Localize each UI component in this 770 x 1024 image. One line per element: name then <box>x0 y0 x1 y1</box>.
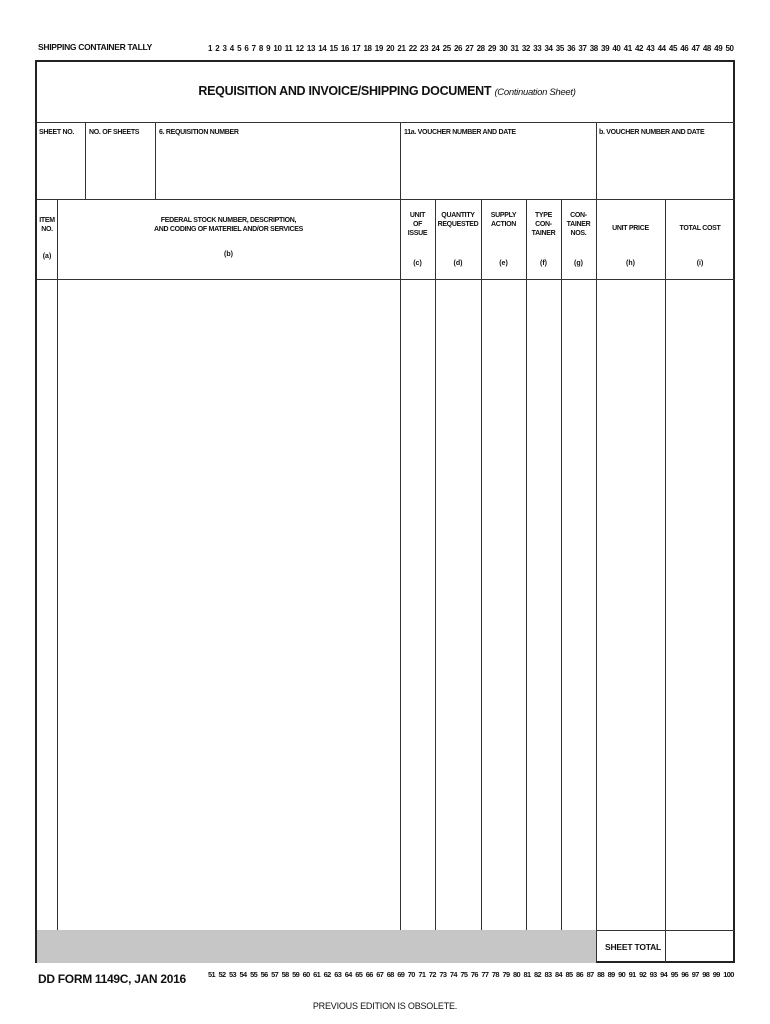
tally-number-38[interactable]: 38 <box>589 44 598 53</box>
tally-numbers-top <box>208 44 734 53</box>
tally-number-69[interactable]: 69 <box>397 970 405 979</box>
total-row-shading <box>37 930 596 963</box>
tally-number-89[interactable]: 89 <box>607 970 615 979</box>
tally-number-48[interactable]: 48 <box>702 44 711 53</box>
tally-number-16[interactable]: 16 <box>340 44 349 53</box>
col-supply-action <box>481 211 526 229</box>
tally-number-12[interactable]: 12 <box>295 44 304 53</box>
tally-number-91[interactable]: 91 <box>628 970 636 979</box>
tally-number-71[interactable]: 71 <box>418 970 426 979</box>
sheet-total-label: SHEET TOTAL <box>605 942 662 952</box>
col-item-no <box>37 216 57 234</box>
tally-number-57[interactable]: 57 <box>271 970 279 979</box>
tally-number-77[interactable]: 77 <box>481 970 489 979</box>
tally-number-90[interactable]: 90 <box>618 970 626 979</box>
col-total-cost <box>665 224 735 233</box>
col-type-container <box>526 211 561 238</box>
tally-number-68[interactable]: 68 <box>386 970 394 979</box>
tally-number-22[interactable]: 22 <box>408 44 417 53</box>
col-f-line-1: TYPE <box>534 212 553 219</box>
tally-number-94[interactable]: 94 <box>660 970 668 979</box>
edition-note: PREVIOUS EDITION IS OBSOLETE. <box>312 1001 458 1011</box>
col-d-line-1: QUANTITY <box>441 212 475 219</box>
form-subtitle: (Continuation Sheet) <box>494 87 576 98</box>
tally-number-60[interactable]: 60 <box>302 970 310 979</box>
title-divider <box>37 122 735 123</box>
tally-number-65[interactable]: 65 <box>355 970 363 979</box>
col-b-code: (b) <box>224 251 233 258</box>
tally-number-79[interactable]: 79 <box>502 970 510 979</box>
line-items-area[interactable] <box>37 280 735 930</box>
tally-number-27[interactable]: 27 <box>465 44 474 53</box>
tally-number-31[interactable]: 31 <box>510 44 519 53</box>
tally-number-23[interactable]: 23 <box>420 44 429 53</box>
form-title-text: REQUISITION AND INVOICE/SHIPPING DOCUMENT <box>198 84 492 98</box>
sheet-total-value[interactable] <box>666 931 735 963</box>
header-vline-3 <box>400 122 401 199</box>
col-e-line-2: ACTION <box>490 221 517 228</box>
col-i-code: (i) <box>696 260 704 267</box>
tally-number-11[interactable]: 11 <box>284 44 293 53</box>
tally-number-63[interactable]: 63 <box>334 970 342 979</box>
header-vline-4 <box>596 122 597 199</box>
tally-number-83[interactable]: 83 <box>544 970 552 979</box>
tally-number-3[interactable]: 3 <box>222 44 227 53</box>
tally-number-4[interactable]: 4 <box>229 44 234 53</box>
col-h-line-1: UNIT PRICE <box>612 225 649 232</box>
sheet-no-field[interactable]: SHEET NO. <box>39 129 75 136</box>
tally-number-8[interactable]: 8 <box>258 44 263 53</box>
tally-number-17[interactable]: 17 <box>352 44 361 53</box>
tally-number-59[interactable]: 59 <box>292 970 300 979</box>
tally-number-34[interactable]: 34 <box>544 44 553 53</box>
tally-number-52[interactable]: 52 <box>218 970 226 979</box>
tally-number-41[interactable]: 41 <box>623 44 632 53</box>
tally-number-33[interactable]: 33 <box>533 44 542 53</box>
tally-number-56[interactable]: 56 <box>260 970 268 979</box>
shipping-container-tally-label: SHIPPING CONTAINER TALLY <box>38 42 153 52</box>
tally-number-37[interactable]: 37 <box>578 44 587 53</box>
col-a-line-1: ITEM <box>39 217 55 224</box>
tally-number-98[interactable]: 98 <box>702 970 710 979</box>
tally-number-66[interactable]: 66 <box>365 970 373 979</box>
tally-number-62[interactable]: 62 <box>323 970 331 979</box>
form-title <box>37 84 737 98</box>
col-container-nos <box>561 211 596 238</box>
tally-number-15[interactable]: 15 <box>329 44 338 53</box>
no-of-sheets-field[interactable]: NO. OF SHEETS <box>89 129 140 136</box>
tally-number-6[interactable]: 6 <box>244 44 249 53</box>
col-a-line-2: NO. <box>41 226 53 233</box>
tally-number-47[interactable]: 47 <box>691 44 700 53</box>
tally-number-97[interactable]: 97 <box>691 970 699 979</box>
col-f-line-2: CON- <box>535 221 552 228</box>
tally-number-13[interactable]: 13 <box>306 44 315 53</box>
tally-number-42[interactable]: 42 <box>634 44 644 53</box>
col-c-line-2: OF <box>412 221 423 228</box>
tally-number-73[interactable]: 73 <box>439 970 447 979</box>
tally-number-55[interactable]: 55 <box>250 970 258 979</box>
col-h-code: (h) <box>626 260 635 267</box>
tally-number-93[interactable]: 93 <box>649 970 657 979</box>
tally-number-75[interactable]: 75 <box>460 970 468 979</box>
col-e-line-1: SUPPLY <box>490 212 517 219</box>
col-d-code: (d) <box>453 260 463 267</box>
tally-number-9[interactable]: 9 <box>266 44 271 53</box>
col-g-line-3: NOS. <box>570 230 587 237</box>
tally-number-82[interactable]: 82 <box>533 970 542 979</box>
tally-number-96[interactable]: 96 <box>681 970 689 979</box>
tally-number-92[interactable]: 92 <box>639 970 647 979</box>
tally-number-21[interactable]: 21 <box>397 44 406 53</box>
voucher-11a-field[interactable]: 11a. VOUCHER NUMBER AND DATE <box>404 129 516 136</box>
tally-number-85[interactable]: 85 <box>565 970 573 979</box>
tally-number-80[interactable]: 80 <box>512 970 520 979</box>
tally-number-50[interactable]: 50 <box>725 44 734 53</box>
col-description <box>57 216 400 234</box>
tally-number-36[interactable]: 36 <box>567 44 576 53</box>
tally-number-46[interactable]: 46 <box>680 44 689 53</box>
tally-number-86[interactable]: 86 <box>576 970 584 979</box>
col-c-code: (c) <box>413 260 422 267</box>
tally-number-45[interactable]: 45 <box>668 44 677 53</box>
tally-number-5[interactable]: 5 <box>237 44 242 53</box>
tally-number-70[interactable]: 70 <box>407 970 415 979</box>
tally-number-18[interactable]: 18 <box>363 44 372 53</box>
col-g-line-1: CON- <box>570 212 587 219</box>
tally-number-49[interactable]: 49 <box>714 44 723 53</box>
tally-number-53[interactable]: 53 <box>229 970 237 979</box>
tally-number-35[interactable]: 35 <box>555 44 564 53</box>
requisition-number-field[interactable]: 6. REQUISITION NUMBER <box>159 129 239 136</box>
tally-number-44[interactable]: 44 <box>657 44 666 53</box>
tally-number-72[interactable]: 72 <box>428 970 436 979</box>
col-f-code: (f) <box>540 260 547 267</box>
tally-number-84[interactable]: 84 <box>555 970 563 979</box>
header-vline-1 <box>85 122 86 199</box>
tally-number-24[interactable]: 24 <box>431 44 440 53</box>
header-divider <box>37 199 735 200</box>
tally-number-64[interactable]: 64 <box>344 970 352 979</box>
tally-number-61[interactable]: 61 <box>313 970 321 979</box>
tally-numbers-bottom <box>208 970 734 979</box>
tally-number-39[interactable]: 39 <box>601 44 610 53</box>
header-vline-2 <box>155 122 156 199</box>
tally-number-20[interactable]: 20 <box>386 44 395 53</box>
tally-number-51[interactable]: 51 <box>208 970 216 979</box>
tally-number-74[interactable]: 74 <box>449 970 457 979</box>
tally-number-58[interactable]: 58 <box>281 970 289 979</box>
tally-number-30[interactable]: 30 <box>499 44 508 53</box>
col-b-line-1: FEDERAL STOCK NUMBER, DESCRIPTION, <box>160 217 297 224</box>
tally-number-28[interactable]: 28 <box>476 44 485 53</box>
tally-number-29[interactable]: 29 <box>487 44 496 53</box>
col-quantity-requested <box>435 211 481 229</box>
col-b-line-2: AND CODING OF MATERIEL AND/OR SERVICES <box>154 226 303 233</box>
col-d-line-2: REQUESTED <box>437 221 479 228</box>
col-f-line-3: TAINER <box>531 230 556 237</box>
tally-number-10[interactable]: 10 <box>273 44 282 53</box>
tally-number-14[interactable]: 14 <box>318 44 327 53</box>
tally-number-1[interactable]: 1 <box>208 44 213 53</box>
tally-number-2[interactable]: 2 <box>215 44 220 53</box>
col-c-line-1: UNIT <box>409 212 426 219</box>
col-a-code: (a) <box>42 253 52 260</box>
voucher-b-field[interactable]: b. VOUCHER NUMBER AND DATE <box>599 129 705 136</box>
tally-number-99[interactable]: 99 <box>712 970 720 979</box>
col-i-line-1: TOTAL COST <box>679 225 721 232</box>
tally-number-25[interactable]: 25 <box>442 44 451 53</box>
col-g-code: (g) <box>574 260 583 267</box>
col-c-line-3: ISSUE <box>407 230 428 237</box>
col-e-code: (e) <box>499 260 508 267</box>
tally-number-88[interactable]: 88 <box>597 970 605 979</box>
tally-number-43[interactable]: 43 <box>646 44 655 53</box>
tally-number-32[interactable]: 32 <box>521 44 530 53</box>
tally-number-81[interactable]: 81 <box>523 970 531 979</box>
requisition-form <box>35 60 735 963</box>
tally-number-67[interactable]: 67 <box>376 970 384 979</box>
tally-number-19[interactable]: 19 <box>374 44 383 53</box>
tally-number-76[interactable]: 76 <box>470 970 478 979</box>
tally-number-78[interactable]: 78 <box>491 970 499 979</box>
tally-number-7[interactable]: 7 <box>251 44 256 53</box>
tally-number-26[interactable]: 26 <box>453 44 463 53</box>
tally-number-54[interactable]: 54 <box>239 970 247 979</box>
tally-number-100[interactable]: 100 <box>723 970 734 979</box>
tally-number-95[interactable]: 95 <box>670 970 678 979</box>
form-number: DD FORM 1149C, JAN 2016 <box>38 972 186 986</box>
col-unit-price <box>596 224 665 233</box>
tally-number-40[interactable]: 40 <box>612 44 621 53</box>
tally-number-87[interactable]: 87 <box>586 970 594 979</box>
col-unit-of-issue <box>400 211 435 238</box>
col-g-line-2: TAINER <box>566 221 591 228</box>
